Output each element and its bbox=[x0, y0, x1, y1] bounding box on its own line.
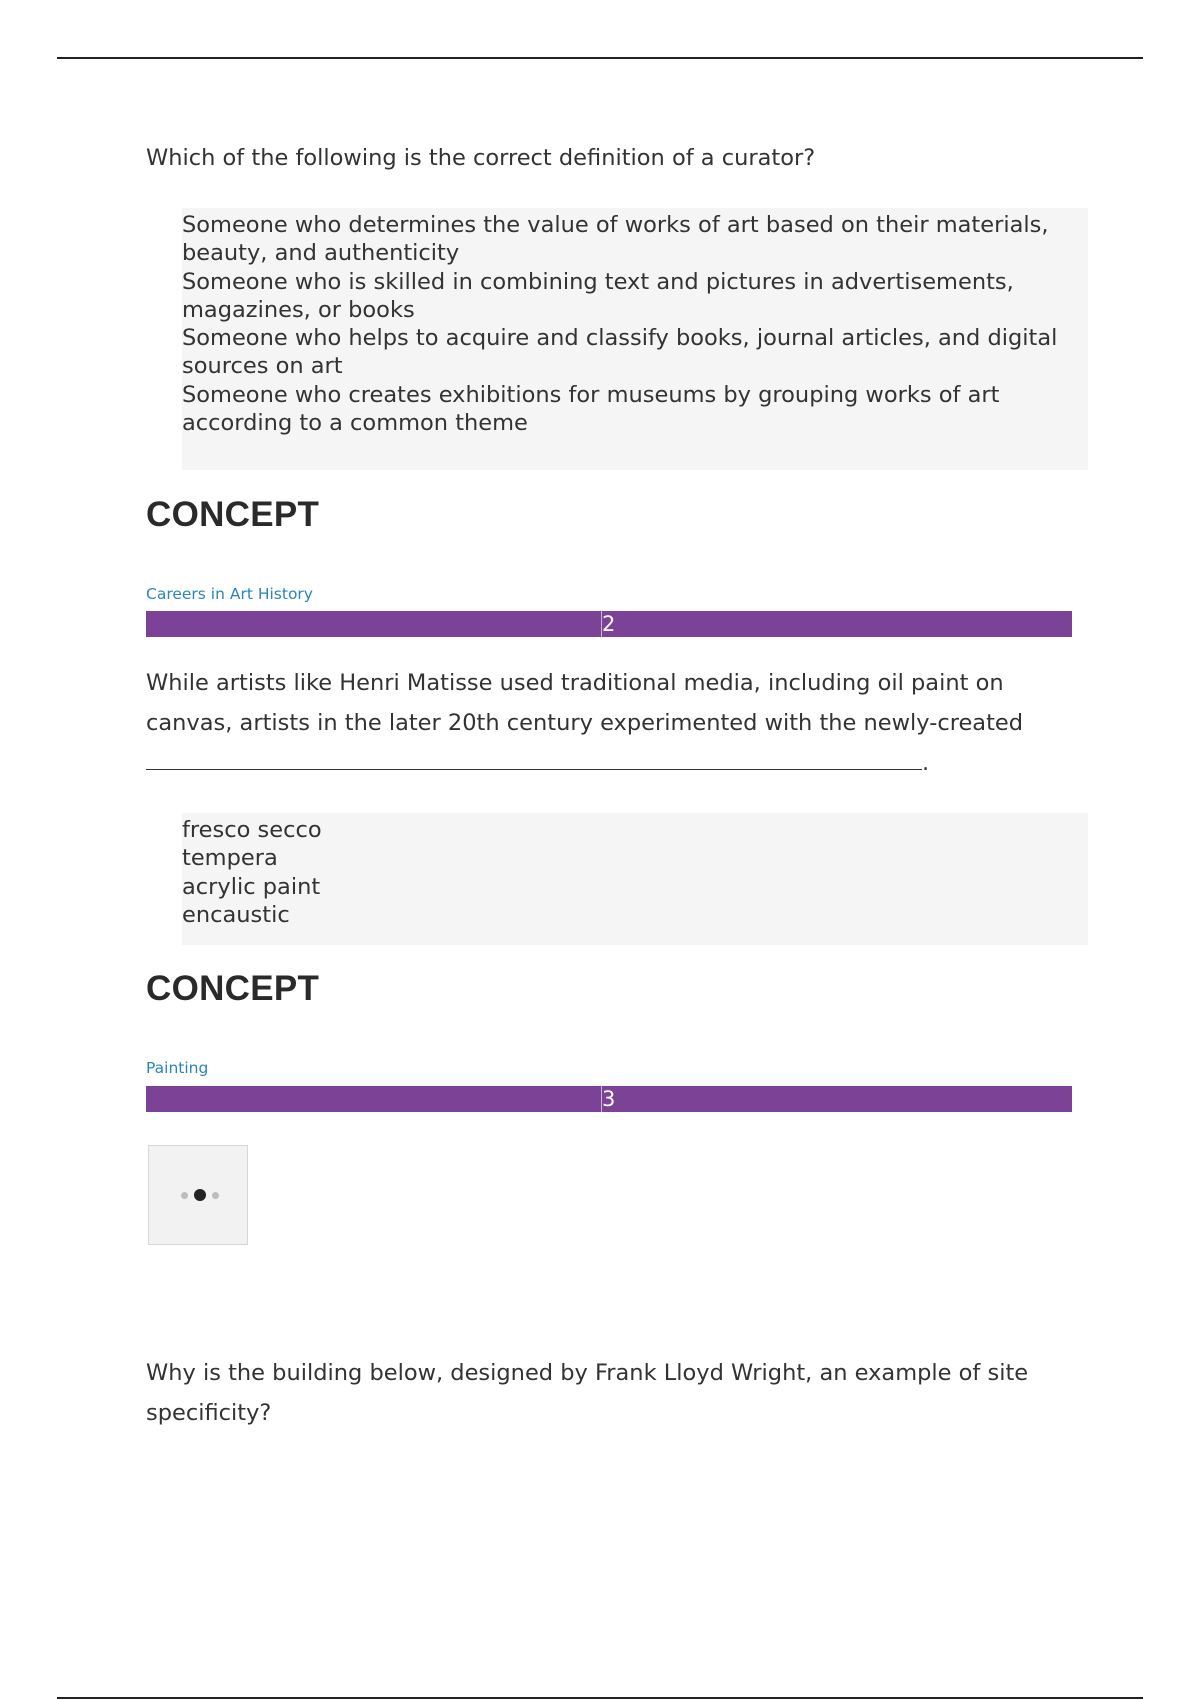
question-progress-bar-3 bbox=[146, 1086, 1072, 1112]
loading-dot bbox=[181, 1192, 188, 1199]
question-1-text: Which of the following is the correct definition of a curator? bbox=[146, 145, 816, 171]
concept-heading-2: CONCEPT bbox=[146, 969, 320, 1008]
option-q2-a[interactable]: fresco secco bbox=[182, 817, 322, 843]
question-1-options bbox=[182, 208, 1088, 470]
option-q1-b[interactable]: Someone who is skilled in combining text and pictures in advertisements, magazines, or books bbox=[182, 268, 1014, 323]
option-q2-c[interactable]: acrylic paint bbox=[182, 873, 321, 900]
question-number-3: 3 bbox=[602, 1087, 616, 1111]
concept-heading-1: CONCEPT bbox=[146, 495, 320, 534]
loading-dot bbox=[212, 1192, 219, 1199]
concept-link-painting[interactable]: Painting bbox=[146, 1059, 209, 1077]
question-progress-bar-2 bbox=[146, 611, 1072, 637]
option-q2-d[interactable]: encaustic bbox=[182, 901, 290, 928]
question-2-options bbox=[182, 813, 1088, 945]
question-number-2: 2 bbox=[602, 612, 616, 636]
top-rule bbox=[57, 57, 1143, 59]
question-3-text: Why is the building below, designed by Frank Lloyd Wright, an example of site specificity? bbox=[146, 1360, 1029, 1426]
question-2-text-after: . bbox=[922, 750, 930, 776]
option-q1-a[interactable]: Someone who determines the value of works of art based on their materials, beauty, and authenticity bbox=[182, 212, 1049, 267]
question-2-text bbox=[146, 663, 1086, 783]
option-q2-b[interactable]: tempera bbox=[182, 845, 278, 872]
loading-dot-active bbox=[194, 1189, 206, 1201]
loading-dots-icon bbox=[148, 1145, 248, 1245]
question-2-text-before: While artists like Henri Matisse used traditional media, including oil paint on canvas, artists in the later 20th century experimented with the newly-created bbox=[146, 670, 1024, 736]
option-q1-c[interactable]: Someone who helps to acquire and classify books, journal articles, and digital sources on art bbox=[182, 325, 1058, 380]
option-q1-d[interactable]: Someone who creates exhibitions for museums by grouping works of art according to a common theme bbox=[182, 381, 1000, 437]
fill-in-blank bbox=[146, 743, 922, 770]
concept-link-careers-in-art-history[interactable]: Careers in Art History bbox=[146, 585, 313, 603]
bottom-rule bbox=[57, 1697, 1143, 1699]
